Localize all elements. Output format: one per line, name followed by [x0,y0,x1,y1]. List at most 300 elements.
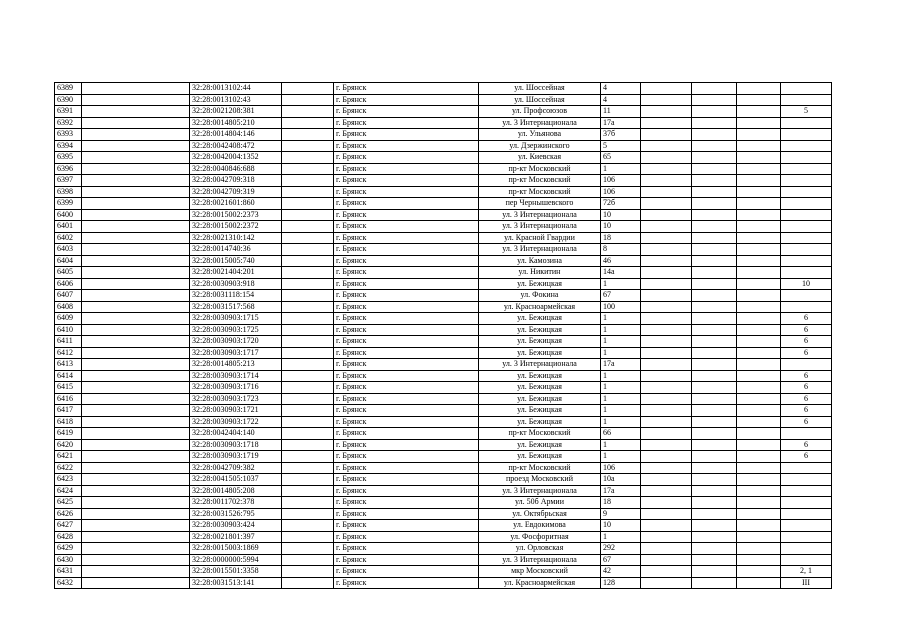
cell-blank-col [282,324,334,336]
cell-city: г. Брянск [334,324,479,336]
cell-row-number: 6409 [55,313,82,325]
cell-cadastral-number: 32:28:0030903:1721 [190,405,282,417]
cell-apartment: 6 [781,336,832,348]
cell-blank-col [737,324,781,336]
table-row [55,83,832,95]
cell-street: ул. Фосфоритная [479,531,601,543]
cell-blank-col [692,186,737,198]
cell-cadastral-number: 32:28:0040846:688 [190,163,282,175]
cell-blank-col [82,416,190,428]
cell-house: 5 [601,140,641,152]
cell-blank-col [737,474,781,486]
cell-blank-col [282,474,334,486]
cell-blank-col [737,83,781,95]
cell-blank-col [641,520,692,532]
cell-house: 46 [601,255,641,267]
cell-house: 10 [601,209,641,221]
cell-blank-col [82,393,190,405]
cell-house: 1 [601,336,641,348]
cell-row-number: 6406 [55,278,82,290]
cell-blank-col [692,106,737,118]
cell-blank-col [737,221,781,233]
cell-cadastral-number: 32:28:0030903:1725 [190,324,282,336]
cell-blank-col [641,140,692,152]
cell-blank-col [82,244,190,256]
cell-house: 67 [601,554,641,566]
cell-house: 1 [601,313,641,325]
table-row [55,221,832,233]
cell-blank-col [641,497,692,509]
cell-blank-col [282,382,334,394]
cell-blank-col [82,290,190,302]
cell-blank-col [737,313,781,325]
cell-house: 37б [601,129,641,141]
cell-house: 17а [601,485,641,497]
cell-blank-col [692,209,737,221]
cell-blank-col [641,543,692,555]
cell-house: 1 [601,405,641,417]
cell-apartment [781,129,832,141]
cell-apartment: 6 [781,439,832,451]
cell-blank-col [692,290,737,302]
table-row [55,278,832,290]
table-body [55,83,832,589]
cell-house: 10 [601,221,641,233]
cell-blank-col [737,94,781,106]
cell-city: г. Брянск [334,520,479,532]
cell-row-number: 6423 [55,474,82,486]
table-row [55,152,832,164]
cell-row-number: 6411 [55,336,82,348]
cell-house: 1 [601,393,641,405]
cell-blank-col [82,439,190,451]
cell-row-number: 6395 [55,152,82,164]
table-row [55,577,832,589]
cell-apartment [781,186,832,198]
cell-street: пр-кт Московский [479,163,601,175]
cell-house: 8 [601,244,641,256]
cell-blank-col [282,428,334,440]
cell-apartment [781,152,832,164]
cell-blank-col [282,221,334,233]
table-row [55,198,832,210]
cell-cadastral-number: 32:28:0031526:795 [190,508,282,520]
cell-row-number: 6413 [55,359,82,371]
cell-blank-col [641,416,692,428]
table-row [55,393,832,405]
cell-blank-col [737,416,781,428]
cell-row-number: 6396 [55,163,82,175]
cell-city: г. Брянск [334,244,479,256]
cell-blank-col [282,290,334,302]
cell-street: ул. Камозина [479,255,601,267]
table-row [55,106,832,118]
cell-blank-col [82,175,190,187]
cell-blank-col [282,497,334,509]
cell-cadastral-number: 32:28:0013102:44 [190,83,282,95]
cell-city: г. Брянск [334,439,479,451]
cell-row-number: 6417 [55,405,82,417]
cell-blank-col [282,531,334,543]
cell-street: ул. Евдокимова [479,520,601,532]
cell-row-number: 6407 [55,290,82,302]
table-row [55,313,832,325]
cell-blank-col [737,163,781,175]
cell-street: ул. Бежицкая [479,336,601,348]
table-row [55,359,832,371]
cell-cadastral-number: 32:28:0042709:382 [190,462,282,474]
cell-blank-col [737,393,781,405]
cell-blank-col [282,140,334,152]
cell-city: г. Брянск [334,382,479,394]
cell-city: г. Брянск [334,152,479,164]
cell-house: 11 [601,106,641,118]
cell-blank-col [737,485,781,497]
cell-city: г. Брянск [334,267,479,279]
cell-blank-col [282,462,334,474]
cell-blank-col [737,152,781,164]
cell-row-number: 6403 [55,244,82,256]
cell-street: ул. Бежицкая [479,313,601,325]
cell-city: г. Брянск [334,428,479,440]
table-row [55,347,832,359]
cell-street: ул. Бежицкая [479,347,601,359]
table-row [55,370,832,382]
cell-apartment [781,290,832,302]
cell-row-number: 6429 [55,543,82,555]
cell-apartment: 6 [781,347,832,359]
cell-blank-col [282,566,334,578]
cell-blank-col [737,267,781,279]
cell-blank-col [82,129,190,141]
cell-blank-col [282,255,334,267]
cell-apartment [781,163,832,175]
cell-city: г. Брянск [334,198,479,210]
cell-apartment [781,359,832,371]
cell-blank-col [641,198,692,210]
cell-blank-col [641,117,692,129]
cell-city: г. Брянск [334,485,479,497]
cell-house: 10 [601,520,641,532]
cell-street: ул. Красноармейская [479,301,601,313]
table-row [55,554,832,566]
cell-cadastral-number: 32:28:0030903:1714 [190,370,282,382]
cell-house: 17а [601,359,641,371]
cell-row-number: 6398 [55,186,82,198]
cell-blank-col [82,209,190,221]
cell-blank-col [641,186,692,198]
cell-house: 65 [601,152,641,164]
cell-blank-col [82,497,190,509]
cell-cadastral-number: 32:28:0030903:424 [190,520,282,532]
cell-blank-col [82,267,190,279]
cell-blank-col [641,106,692,118]
cell-blank-col [692,244,737,256]
cell-house: 66 [601,428,641,440]
cell-street: ул. Красноармейская [479,577,601,589]
table-row [55,232,832,244]
cell-blank-col [282,267,334,279]
cell-blank-col [82,313,190,325]
cell-blank-col [82,577,190,589]
cell-apartment: 2, 1 [781,566,832,578]
cell-blank-col [641,175,692,187]
cell-city: г. Брянск [334,543,479,555]
cell-row-number: 6405 [55,267,82,279]
cell-street: ул. Бежицкая [479,439,601,451]
cell-city: г. Брянск [334,497,479,509]
cell-city: г. Брянск [334,278,479,290]
cell-city: г. Брянск [334,566,479,578]
cell-blank-col [641,577,692,589]
cell-apartment: 6 [781,313,832,325]
cell-row-number: 6419 [55,428,82,440]
cell-apartment [781,474,832,486]
cell-city: г. Брянск [334,531,479,543]
cell-blank-col [737,255,781,267]
cell-street: ул. 3 Интернационала [479,244,601,256]
cell-row-number: 6414 [55,370,82,382]
cell-city: г. Брянск [334,83,479,95]
cell-cadastral-number: 32:28:0015501:3358 [190,566,282,578]
cell-house: 14а [601,267,641,279]
cell-blank-col [641,301,692,313]
cell-cadastral-number: 32:28:0021404:201 [190,267,282,279]
cell-city: г. Брянск [334,554,479,566]
cell-apartment [781,117,832,129]
cell-blank-col [692,508,737,520]
cell-row-number: 6408 [55,301,82,313]
cell-blank-col [641,324,692,336]
cell-blank-col [641,405,692,417]
cell-blank-col [692,221,737,233]
cell-city: г. Брянск [334,175,479,187]
cell-blank-col [641,462,692,474]
cell-blank-col [737,508,781,520]
cell-row-number: 6421 [55,451,82,463]
cell-street: пр-кт Московский [479,186,601,198]
cell-cadastral-number: 32:28:0014804:146 [190,129,282,141]
cell-city: г. Брянск [334,577,479,589]
cell-apartment [781,255,832,267]
cell-cadastral-number: 32:28:0021801:397 [190,531,282,543]
cell-blank-col [282,198,334,210]
cell-blank-col [641,451,692,463]
cell-cadastral-number: 32:28:0014805:208 [190,485,282,497]
cell-row-number: 6404 [55,255,82,267]
cell-row-number: 6400 [55,209,82,221]
cell-blank-col [82,186,190,198]
cell-house: 67 [601,290,641,302]
cell-blank-col [737,278,781,290]
cell-blank-col [692,520,737,532]
table-row [55,382,832,394]
cell-city: г. Брянск [334,416,479,428]
cell-blank-col [641,244,692,256]
cell-apartment [781,520,832,532]
cell-street: ул. 3 Интернационала [479,117,601,129]
cell-apartment [781,244,832,256]
cell-blank-col [282,278,334,290]
cell-cadastral-number: 32:28:0042709:318 [190,175,282,187]
cell-city: г. Брянск [334,508,479,520]
cell-apartment [781,140,832,152]
cell-city: г. Брянск [334,313,479,325]
cell-blank-col [282,336,334,348]
cell-cadastral-number: 32:28:0015003:1869 [190,543,282,555]
cell-blank-col [282,451,334,463]
cell-apartment [781,497,832,509]
cell-blank-col [692,359,737,371]
cell-cadastral-number: 32:28:0015002:2373 [190,209,282,221]
cell-blank-col [737,497,781,509]
cell-blank-col [692,382,737,394]
cell-row-number: 6412 [55,347,82,359]
cell-street: пер Чернышевского [479,198,601,210]
cell-blank-col [692,83,737,95]
cell-cadastral-number: 32:28:0014805:210 [190,117,282,129]
cell-apartment [781,428,832,440]
cell-blank-col [282,106,334,118]
cell-blank-col [641,439,692,451]
cell-house: 1 [601,439,641,451]
cell-cadastral-number: 32:28:0031513:141 [190,577,282,589]
cell-blank-col [737,554,781,566]
cell-cadastral-number: 32:28:0021208:381 [190,106,282,118]
table-row [55,428,832,440]
cell-row-number: 6415 [55,382,82,394]
cell-cadastral-number: 32:28:0031118:154 [190,290,282,302]
cell-blank-col [641,94,692,106]
cell-blank-col [641,485,692,497]
cell-city: г. Брянск [334,359,479,371]
cell-cadastral-number: 32:28:0031517:568 [190,301,282,313]
cell-blank-col [82,566,190,578]
cell-blank-col [692,336,737,348]
table-row [55,485,832,497]
cell-blank-col [82,232,190,244]
cell-blank-col [641,221,692,233]
cell-blank-col [692,313,737,325]
cell-blank-col [641,83,692,95]
cell-city: г. Брянск [334,347,479,359]
cell-blank-col [692,175,737,187]
cell-house: 42 [601,566,641,578]
cell-apartment: 6 [781,324,832,336]
table-row [55,324,832,336]
cell-cadastral-number: 32:28:0042709:319 [190,186,282,198]
cell-city: г. Брянск [334,129,479,141]
cell-blank-col [282,554,334,566]
cell-apartment [781,267,832,279]
cell-row-number: 6431 [55,566,82,578]
cell-house: 1 [601,347,641,359]
cell-blank-col [737,186,781,198]
cell-blank-col [737,175,781,187]
cell-apartment [781,83,832,95]
cell-cadastral-number: 32:28:0030903:1718 [190,439,282,451]
cell-blank-col [692,232,737,244]
cell-blank-col [692,301,737,313]
cell-cadastral-number: 32:28:0030903:1717 [190,347,282,359]
cell-row-number: 6416 [55,393,82,405]
cell-street: мкр Московский [479,566,601,578]
cell-blank-col [82,94,190,106]
table-row [55,301,832,313]
cell-city: г. Брянск [334,209,479,221]
cell-blank-col [692,140,737,152]
cell-street: ул. Бежицкая [479,393,601,405]
cell-blank-col [282,485,334,497]
cell-blank-col [82,474,190,486]
cell-row-number: 6424 [55,485,82,497]
cell-blank-col [737,428,781,440]
cell-street: ул. 3 Интернационала [479,554,601,566]
cell-row-number: 6418 [55,416,82,428]
cell-blank-col [641,129,692,141]
cell-row-number: 6391 [55,106,82,118]
cell-blank-col [82,554,190,566]
cell-blank-col [82,140,190,152]
cell-city: г. Брянск [334,290,479,302]
cell-street: ул. Шоссейная [479,83,601,95]
cell-blank-col [737,531,781,543]
cell-blank-col [82,117,190,129]
cell-apartment: 10 [781,278,832,290]
table-row [55,508,832,520]
cell-row-number: 6402 [55,232,82,244]
cell-blank-col [692,428,737,440]
cell-street: ул. Бежицкая [479,370,601,382]
cell-blank-col [737,370,781,382]
cell-city: г. Брянск [334,221,479,233]
cell-blank-col [282,359,334,371]
cell-apartment [781,198,832,210]
cell-cadastral-number: 32:28:0042404:140 [190,428,282,440]
cell-blank-col [282,370,334,382]
cell-cadastral-number: 32:28:0021310:142 [190,232,282,244]
cell-cadastral-number: 32:28:0013102:43 [190,94,282,106]
cell-blank-col [641,554,692,566]
cell-blank-col [692,497,737,509]
cell-house: 106 [601,186,641,198]
cell-blank-col [692,324,737,336]
cell-blank-col [641,382,692,394]
cell-cadastral-number: 32:28:0014740:36 [190,244,282,256]
cell-apartment: 6 [781,382,832,394]
cell-blank-col [282,508,334,520]
table-row [55,474,832,486]
cell-apartment: 6 [781,416,832,428]
table-row [55,462,832,474]
cell-cadastral-number: 32:28:0011702:378 [190,497,282,509]
cell-house: 72б [601,198,641,210]
cell-blank-col [82,221,190,233]
cell-blank-col [641,255,692,267]
cell-blank-col [737,382,781,394]
cell-blank-col [282,163,334,175]
cell-blank-col [692,347,737,359]
cell-cadastral-number: 32:28:0014805:213 [190,359,282,371]
cell-city: г. Брянск [334,336,479,348]
cell-blank-col [737,347,781,359]
cell-cadastral-number: 32:28:0041505:1037 [190,474,282,486]
cell-apartment: 6 [781,370,832,382]
cell-city: г. Брянск [334,405,479,417]
cell-blank-col [282,129,334,141]
cell-house: 1 [601,451,641,463]
cell-blank-col [692,163,737,175]
